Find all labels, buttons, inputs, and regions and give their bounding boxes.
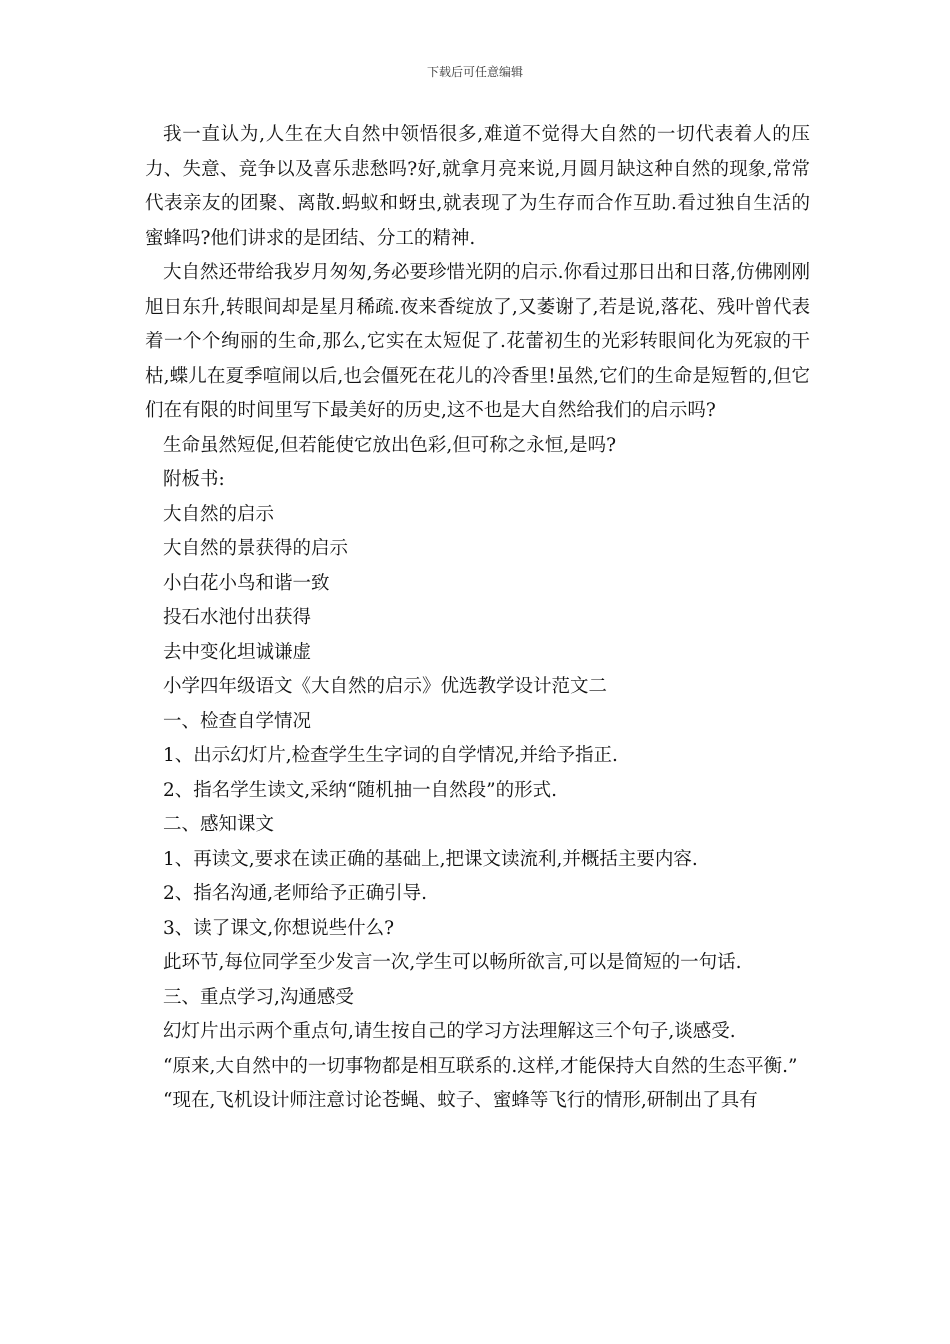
text-line: 生命虽然短促,但若能使它放出色彩,但可称之永恒,是吗? <box>163 434 617 456</box>
text-line: 1、再读文,要求在读正确的基础上,把课文读流利,并概括主要内容. <box>163 848 698 870</box>
text-line: 大自然的启示 <box>163 503 275 525</box>
document-body <box>145 118 810 1119</box>
text-line: 此环节,每位同学至少发言一次,学生可以畅所欲言,可以是简短的一句话. <box>163 952 742 973</box>
paragraph: 我一直认为,人生在大自然中领悟很多,难道不觉得大自然的一切代表着人的压力、失意、竞争以及喜乐悲愁吗?好,就拿月亮来说,月圆月缺这种自然的现象,常常代表亲友的团聚、离散.蚂蚁和蚜虫,就表现了为生存而合作互助.看过独自生活的蜜蜂吗?他们讲求的是团结、分工的精神. <box>145 124 810 249</box>
text-line: 1、出示幻灯片,检查学生生字词的自学情况,并给予指正. <box>163 745 618 766</box>
quote-paragraph: “原来,大自然中的一切事物都是相互联系的.这样,才能保持大自然的生态平衡.” <box>163 1055 798 1077</box>
text-line: 2、指名学生读文,采纳“随机抽一自然段”的形式. <box>163 779 557 801</box>
text-line: 2、指名沟通,老师给予正确引导. <box>163 883 428 904</box>
text-line: 投石水池付出获得 <box>163 607 312 628</box>
text-line: 幻灯片出示两个重点句,请生按自己的学习方法理解这三个句子,谈感受. <box>163 1021 736 1042</box>
section-heading: 二、感知课文 <box>163 814 275 835</box>
text-line: 3、读了课文,你想说些什么? <box>163 917 395 939</box>
section-heading: 三、重点学习,沟通感受 <box>163 986 354 1008</box>
text-line: 去中变化坦诚谦虚 <box>163 641 312 663</box>
section-title: 小学四年级语文《大自然的启示》优选教学设计范文二 <box>163 676 608 697</box>
page-header: 下载后可任意编辑 <box>426 65 523 79</box>
text-line: 附板书: <box>163 469 225 490</box>
text-line: 大自然的景获得的启示 <box>163 538 349 559</box>
text-line: 小白花小鸟和谐一致 <box>163 572 330 594</box>
quote-paragraph: “现在,飞机设计师注意讨论苍蝇、蚊子、蜜蜂等飞行的情形,研制出了具有 <box>163 1090 758 1111</box>
section-heading: 一、检查自学情况 <box>163 710 312 732</box>
paragraph: 大自然还带给我岁月匆匆,务必要珍惜光阴的启示.你看过那日出和日落,仿佛刚刚旭日东升,转眼间却是星月稀疏.夜来香绽放了,又萎谢了,若是说,落花、残叶曾代表着一个个绚丽的生命,那么,它实在太短促了.花蕾初生的光彩转眼间化为死寂的干枯,蝶儿在夏季喧闹以后,也会僵死在花儿的冷香里!虽然,它们的生命是短暂的,但它们在有限的时间里写下最美好的历史,这不也是大自然给我们的启示吗? <box>145 262 810 421</box>
